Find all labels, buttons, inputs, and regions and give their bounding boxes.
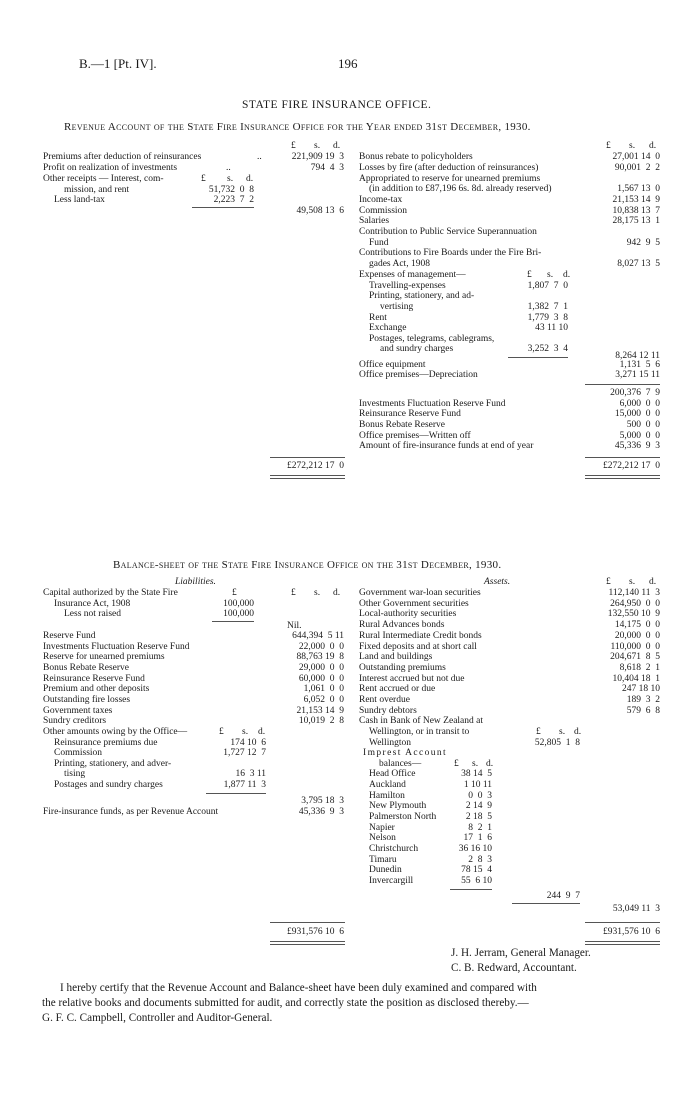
asset-row-amount: 204,671 8 5 — [610, 652, 660, 662]
bal-left-pence-col: d. — [333, 588, 341, 598]
rev-premises-dep-label: Office premises—Depreciation — [359, 370, 478, 380]
liab-row-amount: 29,000 0 0 — [298, 663, 344, 673]
rev-fire-boards-label-2: gades Act, 1908 — [369, 259, 430, 269]
rev-other-receipts-amount: 51,732 0 8 — [208, 185, 254, 195]
liab-owing-heading: Other amounts owing by the Office— — [43, 727, 188, 737]
liab-owing-pound-col: £ — [219, 727, 224, 737]
revenue-heading: Revenue Account of the State Fire Insurance Office for the Year ended 31st December, 1930. — [64, 121, 531, 133]
asset-cash-label-2: Wellington, or in transit to — [369, 727, 470, 737]
rev-bonus-amount: 27,001 14 0 — [612, 152, 660, 162]
bal-right-shilling-col: s. — [629, 577, 636, 587]
liab-row-label: Reserve for unearned premiums — [43, 652, 165, 662]
asset-row-label: Interest accrued but not due — [359, 674, 465, 684]
rev-rent-amount: 1,779 3 8 — [527, 313, 568, 323]
rev-brr-amount: 500 0 0 — [626, 420, 660, 430]
rev-right-pound-col: £ — [606, 141, 611, 151]
liab-funds-label: Fire-insurance funds, as per Revenue Account — [43, 807, 219, 817]
bal-right-total-rule — [585, 922, 660, 923]
rev-right-pence-col: d. — [649, 141, 657, 151]
imprest-row-label: Palmerston North — [369, 812, 437, 822]
rev-postages-label: Postages, telegrams, cablegrams, — [369, 334, 495, 344]
liabilities-heading: Liabilities. — [175, 577, 216, 587]
imprest-row-label: New Plymouth — [369, 801, 427, 811]
liab-row-amount: 60,000 0 0 — [298, 674, 344, 684]
rev-premises-dep-amount: 3,271 15 11 — [615, 370, 660, 380]
rev-appropriated-label-2: (in addition to £87,196 6s. 8d. already reserved) — [369, 184, 552, 194]
rev-income-tax-label: Income-tax — [359, 195, 403, 205]
balance-heading: Balance-sheet of the State Fire Insurance Office on the 31st December, 1930. — [113, 559, 502, 571]
liab-row-label: Reserve Fund — [43, 631, 96, 641]
rev-funds-amount: 45,336 9 3 — [614, 441, 660, 451]
liab-owing-rule — [206, 793, 266, 794]
rev-other-pence-col: d. — [246, 174, 254, 184]
rev-written-off-amount: 5,000 0 0 — [619, 431, 660, 441]
liab-row-label: Sundry creditors — [43, 716, 107, 726]
liab-row-label: Premium and other deposits — [43, 684, 150, 694]
page-title: STATE FIRE INSURANCE OFFICE. — [242, 99, 432, 111]
rev-written-off-label: Office premises—Written off — [359, 431, 471, 441]
liab-funds-amount: 45,336 9 3 — [298, 807, 344, 817]
imprest-row-amount: 1 10 11 — [463, 780, 492, 790]
liab-commission-label: Commission — [54, 748, 103, 758]
rev-rrf-label: Reinsurance Reserve Fund — [359, 409, 461, 419]
asset-imprest-label-2: balances— — [379, 759, 422, 769]
rev-right-total-rule — [585, 457, 660, 458]
bal-right-total-double-rule — [585, 941, 660, 945]
bal-left-pound-col: £ — [291, 588, 296, 598]
bal-left-total: £931,576 10 6 — [287, 927, 344, 937]
imprest-row-amount: 36 16 10 — [458, 844, 492, 854]
liab-not-raised-amount: 100,000 — [223, 609, 254, 619]
imprest-row-amount: 2 8 3 — [468, 855, 492, 865]
signature-general-manager: J. H. Jerram, General Manager. — [451, 947, 591, 959]
imprest-row-label: Dunedin — [369, 865, 402, 875]
rev-rent-label: Rent — [369, 313, 387, 323]
asset-row-label: Sundry debtors — [359, 706, 417, 716]
imprest-rule — [450, 889, 492, 890]
rev-subtotal-rule — [585, 384, 660, 385]
imprest-row-label: Auckland — [369, 780, 406, 790]
asset-row-label: Local-authority securities — [359, 609, 457, 619]
rev-equipment-amount: 1,131 5 6 — [619, 360, 660, 370]
rev-equipment-label: Office equipment — [359, 360, 426, 370]
imprest-row-amount: 17 1 6 — [463, 833, 492, 843]
rev-land-tax-amount: 2,223 7 2 — [213, 195, 254, 205]
rev-travel-label: Travelling-expenses — [369, 281, 446, 291]
rev-left-total: £272,212 17 0 — [287, 461, 344, 471]
rev-expenses-heading: Expenses of management— — [359, 270, 466, 280]
asset-imprest-pound-col: £ — [454, 759, 459, 769]
signature-accountant: C. B. Redward, Accountant. — [451, 962, 577, 974]
liab-row-amount: 1,061 0 0 — [303, 684, 344, 694]
liab-capital-pound: £ — [232, 588, 237, 598]
liab-row-amount: 22,000 0 0 — [298, 642, 344, 652]
liab-owing-shilling-col: s. — [242, 727, 249, 737]
imprest-row-label: Nelson — [369, 833, 396, 843]
liab-capital-net: Nil. — [287, 621, 302, 631]
asset-cash-pound-col: £ — [536, 727, 541, 737]
rev-profit-label: Profit on realization of investments — [43, 163, 178, 173]
liab-row-label: Investments Fluctuation Reserve Fund — [43, 642, 190, 652]
asset-row-amount: 189 3 2 — [626, 695, 660, 705]
rev-right-total: £272,212 17 0 — [603, 461, 660, 471]
rev-printing-label-2: vertising — [380, 302, 414, 312]
certificate-line: the relative books and documents submitted for audit, and correctly state the position as disclosed thereby.— — [42, 997, 529, 1009]
rev-losses-label: Losses by fire (after deduction of reinsurances) — [359, 163, 539, 173]
imprest-row-label: Invercargill — [369, 876, 414, 886]
rev-fire-boards-label: Contributions to Fire Boards under the Fire Bri- — [359, 248, 542, 258]
bal-left-total-rule — [270, 922, 345, 923]
asset-row-amount: 14,175 0 0 — [614, 620, 660, 630]
rev-rrf-amount: 15,000 0 0 — [614, 409, 660, 419]
rev-profit-dots: .. — [226, 163, 231, 173]
bal-right-pound-col: £ — [606, 577, 611, 587]
liab-row-label: Government taxes — [43, 706, 113, 716]
asset-row-label: Rent overdue — [359, 695, 410, 705]
asset-imprest-label: Imprest Account — [363, 748, 448, 758]
rev-premiums-amount: 221,909 19 3 — [291, 152, 344, 162]
liab-reinsurance-due-label: Reinsurance premiums due — [54, 738, 158, 748]
liab-commission-amount: 1,727 12 7 — [223, 748, 266, 758]
liab-row-amount: 88,763 19 8 — [296, 652, 344, 662]
rev-other-receipts-label: Other receipts — Interest, com- — [43, 174, 164, 184]
rev-salaries-amount: 28,175 13 1 — [612, 216, 660, 226]
liab-capital-label-2: Insurance Act, 1908 — [54, 599, 131, 609]
rev-left-total-rule — [270, 457, 345, 458]
rev-appropriated-amount: 1,567 13 0 — [617, 184, 660, 194]
liab-row-amount: 21,153 14 9 — [296, 706, 344, 716]
imprest-row-amount: 55 6 10 — [461, 876, 492, 886]
rev-exp-shilling-col: s. — [547, 270, 554, 280]
rev-other-rule — [192, 207, 254, 208]
liab-postages-amount: 1,877 11 3 — [223, 780, 266, 790]
imprest-row-label: Timaru — [369, 855, 397, 865]
asset-row-label: Rural Intermediate Credit bonds — [359, 631, 482, 641]
rev-fire-boards-amount: 8,027 13 5 — [617, 259, 660, 269]
asset-row-amount: 112,140 11 3 — [608, 588, 660, 598]
asset-row-label: Land and buildings — [359, 652, 433, 662]
liab-capital-authorized-amount: 100,000 — [223, 599, 254, 609]
liab-printing-label-2: tising — [64, 769, 86, 779]
page-number: 196 — [338, 56, 358, 71]
rev-left-shilling-col: s. — [314, 141, 321, 151]
asset-row-amount: 264,950 0 0 — [610, 599, 660, 609]
bal-right-total: £931,576 10 6 — [603, 927, 660, 937]
bal-left-total-double-rule — [270, 941, 345, 945]
asset-row-label: Government war-loan securities — [359, 588, 481, 598]
asset-row-label: Outstanding premiums — [359, 663, 446, 673]
asset-cash-label-3: Wellington — [369, 738, 411, 748]
asset-imprest-shilling-col: s. — [472, 759, 479, 769]
rev-exp-pence-col: d. — [563, 270, 571, 280]
imprest-row-label: Christchurch — [369, 844, 419, 854]
rev-subtotal: 200,376 7 9 — [610, 388, 660, 398]
liab-reinsurance-due-amount: 174 10 6 — [230, 738, 266, 748]
asset-row-amount: 247 18 10 — [622, 684, 660, 694]
liab-row-label: Outstanding fire losses — [43, 695, 131, 705]
asset-row-amount: 20,000 0 0 — [614, 631, 660, 641]
imprest-row-amount: 78 15 4 — [461, 865, 492, 875]
rev-brr-label: Bonus Rebate Reserve — [359, 420, 446, 430]
liab-owing-pence-col: d. — [258, 727, 266, 737]
assets-heading: Assets. — [484, 577, 511, 587]
liab-printing-label: Printing, stationery, and adver- — [54, 759, 172, 769]
rev-premiums-label: Premiums after deduction of reinsurances — [43, 152, 202, 162]
rev-right-total-double-rule — [585, 475, 660, 479]
asset-row-amount: 132,550 10 9 — [607, 609, 660, 619]
rev-other-shilling-col: s. — [227, 174, 234, 184]
rev-left-pound-col: £ — [291, 141, 296, 151]
imprest-row-amount: 0 0 3 — [468, 791, 492, 801]
rev-bonus-label: Bonus rebate to policyholders — [359, 152, 473, 162]
rev-left-total-double-rule — [270, 475, 345, 479]
rev-superannuation-amount: 942 9 5 — [626, 238, 660, 248]
imprest-row-label: Napier — [369, 823, 395, 833]
asset-row-amount: 579 6 8 — [626, 706, 660, 716]
asset-row-label: Fixed deposits and at short call — [359, 642, 477, 652]
imprest-row-amount: 38 14 5 — [461, 769, 492, 779]
asset-row-label: Rent accrued or due — [359, 684, 436, 694]
liab-row-amount: 10,019 2 8 — [298, 716, 344, 726]
imprest-row-amount: 2 18 5 — [465, 812, 492, 822]
rev-income-tax-amount: 21,153 14 9 — [612, 195, 660, 205]
rev-travel-amount: 1,807 7 0 — [527, 281, 568, 291]
rev-losses-amount: 90,001 2 2 — [614, 163, 660, 173]
certificate-signature: G. F. C. Campbell, Controller and Auditor-General. — [42, 1012, 273, 1024]
asset-row-amount: 8,618 2 1 — [619, 663, 660, 673]
rev-printing-label: Printing, stationery, and ad- — [369, 291, 475, 301]
imprest-row-amount: 2 14 9 — [465, 801, 492, 811]
asset-cash-pence-col: d. — [574, 727, 582, 737]
rev-other-net-amount: 49,508 13 6 — [296, 206, 344, 216]
asset-imprest-pence-col: d. — [486, 759, 494, 769]
rev-postages-amount: 3,252 3 4 — [527, 344, 568, 354]
liab-row-label: Reinsurance Reserve Fund — [43, 674, 145, 684]
rev-other-receipts-label-2: mission, and rent — [64, 185, 130, 195]
rev-commission-amount: 10,838 13 7 — [612, 206, 660, 216]
rev-superannuation-label: Contribution to Public Service Superannuation — [359, 227, 537, 237]
rev-commission-label: Commission — [359, 206, 408, 216]
rev-other-pound-col: £ — [201, 174, 206, 184]
rev-profit-amount: 794 4 3 — [310, 163, 344, 173]
liab-postages-label: Postages and sundry charges — [54, 780, 163, 790]
rev-left-pence-col: d. — [333, 141, 341, 151]
rev-ifr-amount: 6,000 0 0 — [619, 399, 660, 409]
certificate-line: I hereby certify that the Revenue Account and Balance-sheet have been duly examined and compared with — [60, 982, 537, 994]
rev-superannuation-label-2: Fund — [369, 238, 389, 248]
rev-exp-pound-col: £ — [527, 270, 532, 280]
rev-salaries-label: Salaries — [359, 216, 390, 226]
liab-not-raised-label: Less not raised — [64, 609, 121, 619]
imprest-row-label: Hamilton — [369, 791, 405, 801]
liab-row-label: Bonus Rebate Reserve — [43, 663, 130, 673]
rev-appropriated-label: Appropriated to reserve for unearned premiums — [359, 174, 541, 184]
imprest-row-label: Head Office — [369, 769, 416, 779]
page-reference: B.—1 [Pt. IV]. — [79, 56, 157, 71]
asset-cash-label: Cash in Bank of New Zealand at — [359, 716, 483, 726]
cash-rule — [512, 903, 580, 904]
imprest-total: 244 9 7 — [546, 891, 580, 901]
asset-row-label: Other Government securities — [359, 599, 469, 609]
rev-printing-amount: 1,382 7 1 — [527, 302, 568, 312]
bal-left-shilling-col: s. — [314, 588, 321, 598]
rev-right-shilling-col: s. — [629, 141, 636, 151]
asset-row-label: Rural Advances bonds — [359, 620, 445, 630]
asset-cash-amount: 52,805 1 8 — [534, 738, 580, 748]
rev-exchange-amount: 43 11 10 — [535, 323, 568, 333]
rev-exchange-label: Exchange — [369, 323, 407, 333]
liab-owing-total: 3,795 18 3 — [301, 796, 344, 806]
bal-right-pence-col: d. — [649, 577, 657, 587]
rev-ifr-label: Investments Fluctuation Reserve Fund — [359, 399, 506, 409]
imprest-row-amount: 8 2 1 — [468, 823, 492, 833]
rev-expenses-total: 8,264 12 11 — [615, 351, 660, 361]
rev-premiums-dots: .. — [257, 152, 262, 162]
cash-total: 53,049 11 3 — [612, 904, 660, 914]
asset-row-amount: 10,404 18 1 — [612, 674, 660, 684]
liab-capital-label: Capital authorized by the State Fire — [43, 588, 178, 598]
asset-cash-shilling-col: s. — [559, 727, 566, 737]
asset-row-amount: 110,000 0 0 — [610, 642, 660, 652]
liab-capital-rule — [212, 621, 254, 622]
rev-funds-label: Amount of fire-insurance funds at end of year — [359, 441, 534, 451]
liab-row-amount: 6,052 0 0 — [303, 695, 344, 705]
rev-expenses-rule — [508, 357, 568, 358]
liab-printing-amount: 16 3 11 — [235, 769, 266, 779]
rev-land-tax-label: Less land-tax — [54, 195, 105, 205]
liab-row-amount: 644,394 5 11 — [292, 631, 344, 641]
rev-postages-label-2: and sundry charges — [380, 344, 454, 354]
